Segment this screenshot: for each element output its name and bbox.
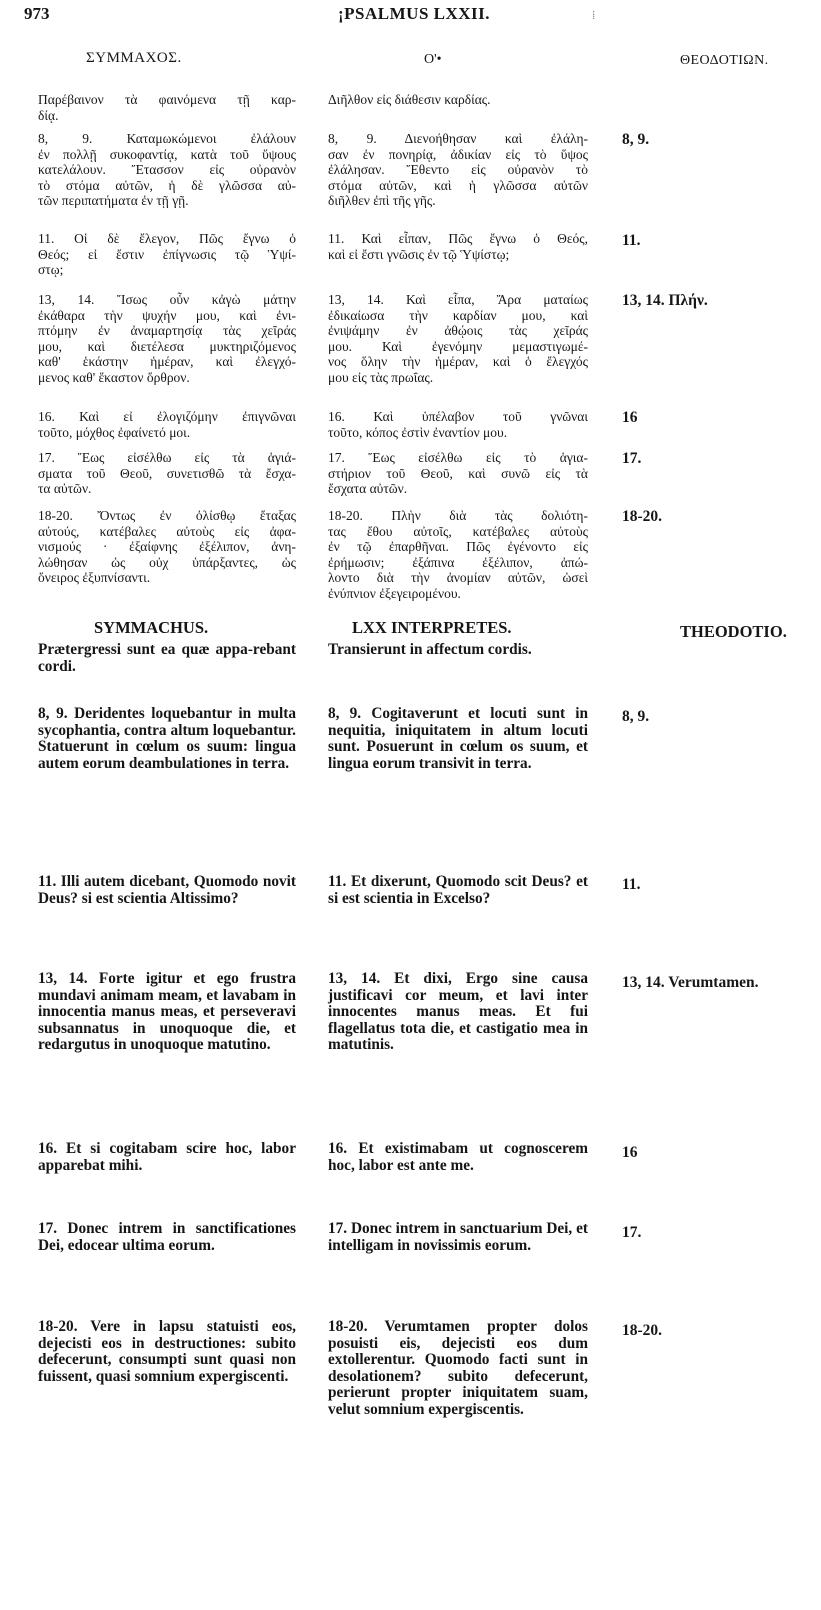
text-line: καθ' ἑκάστην ἡμέραν, καὶ ἐλεγχό-	[38, 354, 296, 369]
greek-sym-block-5	[38, 450, 296, 497]
text-line: διῆλθεν ἐπὶ τῆς γῆς.	[328, 193, 436, 208]
greek-theo-verse-2: 11.	[622, 232, 641, 249]
text-line: τὸ στόμα αὐτῶν, ἡ δὲ γλῶσσα αὐ-	[38, 177, 296, 193]
text-line: μου, καὶ διετέλεσα μυκτηριζόμενος	[38, 338, 296, 354]
latin-theo-verse-4: 16	[622, 1144, 638, 1161]
text-line: μου εἰς τὰς πρωΐας.	[328, 369, 434, 385]
text-line: ὄνειρος ἐξυπνίσαντι.	[38, 570, 151, 585]
greek-lxx-block-6	[328, 508, 588, 601]
latin-sym-block-2: 11. Illi autem dicebant, Quomodo novit Deus? si est scientia Altissimo?	[38, 873, 296, 907]
text-line: ἐρήμωσιν; ἐξάπινα ἐξέλιπον, ἀπώ-	[328, 554, 588, 570]
greek-heading-theodotion: ΘΕΟΔΟΤΙΩΝ.	[680, 53, 769, 68]
text-line: 11. Καὶ εἶπαν, Πῶς ἔγνω ὁ Θεός,	[328, 231, 588, 246]
greek-sym-block-2	[38, 231, 296, 278]
text-line: ἐν πολλῇ συκοφαντίᾳ, κατὰ τοῦ ὕψους	[38, 146, 296, 162]
latin-sym-block-0: Prætergressi sunt ea quæ appa-rebant cordi.	[38, 641, 296, 675]
text-line: στῳ;	[38, 262, 64, 277]
latin-lxx-block-6: 18-20. Verumtamen propter dolos posuisti eis, dejecisti eos dum extollerentur. Quomodo facti sunt in desolationem? subito defecerunt, perierunt propter iniquitatem suam, velut somnium expergiscentis.	[328, 1318, 588, 1418]
latin-theo-verse-5: 17.	[622, 1224, 642, 1241]
text-line: 18-20. Ὄντως ἐν ὀλίσθῳ ἔταξας	[38, 508, 296, 523]
text-line: λοντο διὰ τὴν ἀνομίαν αὐτῶν, ὡσεὶ	[328, 570, 588, 585]
greek-theo-verse-5: 17.	[622, 450, 642, 467]
latin-lxx-block-1: 8, 9. Cogitaverunt et locuti sunt in nequitia, iniquitatem in altum locuti sunt. Posuerunt in cœlum os suum, et lingua eorum transivit in terra.	[328, 705, 588, 772]
latin-theo-verse-6: 18-20.	[622, 1322, 663, 1339]
text-line: τῶν περιπατήματα ἐν τῇ γῇ.	[38, 193, 189, 208]
text-line: ἐνιψάμην ἐν ἀθῴοις τὰς χεῖράς	[328, 323, 588, 338]
text-line: ἐνύπνιον ἐξεγειρομένου.	[328, 585, 461, 601]
greek-lxx-block-4	[328, 409, 588, 440]
text-line: 13, 14. Ἴσως οὖν κἀγὼ μάτην	[38, 292, 296, 307]
greek-theo-verse-6: 18-20.	[622, 508, 663, 525]
text-line: αὐτούς, κατέβαλες αὐτοὺς εἰς ἀφα-	[38, 523, 296, 539]
greek-sym-block-3	[38, 292, 296, 385]
text-line: 17. Ἕως εἰσέλθω εἰς τὰ ἁγιά-	[38, 450, 296, 465]
latin-sym-block-3: 13, 14. Forte igitur et ego frustra mundavi animam meam, et lavabam in innocentia manus meas, et perseveravi subsannatus in unoquoque die, et redargutus in unoquoque matutino.	[38, 970, 296, 1053]
text-line: ἔσχατα αὐτῶν.	[328, 481, 408, 496]
text-line: πτόμην ἐν ἀναμαρτησίᾳ τὰς χεῖράς	[38, 323, 296, 338]
text-line: Παρέβαινον τὰ φαινόμενα τῇ καρ-	[38, 92, 296, 107]
text-line: στόμα αὐτῶν, καὶ ἡ γλῶσσα αὐτῶν	[328, 177, 588, 193]
latin-sym-block-4: 16. Et si cogitabam scire hoc, labor apparebat mihi.	[38, 1140, 296, 1174]
text-line: ἐδικαίωσα τὴν καρδίαν μου, καὶ	[328, 307, 588, 323]
latin-lxx-block-3: 13, 14. Et dixi, Ergo sine causa justificavi cor meum, et lavi inter innocentes manus meas. Et fui flagellatus tota die, et castigatio mea in matutinis.	[328, 970, 588, 1053]
text-line: ἐλάλησαν. Ἔθεντο εἰς οὐρανὸν τὸ	[328, 162, 588, 177]
text-line: 11. Οἱ δὲ ἔλεγον, Πῶς ἔγνω ὁ	[38, 231, 296, 246]
greek-theo-verse-1: 8, 9.	[622, 131, 650, 148]
page-mark: ⁞	[592, 8, 596, 22]
greek-lxx-block-2	[328, 231, 588, 262]
latin-sym-block-5: 17. Donec intrem in sanctificationes Dei, edocear ultima eorum.	[38, 1220, 296, 1254]
running-title: ¡PSALMUS LXXII.	[338, 4, 491, 23]
text-line: σματα τοῦ Θεοῦ, συνετισθῶ τὰ ἔσχα-	[38, 465, 296, 481]
text-line: μου. Καὶ ἐγενόμην μεμαστιγωμέ-	[328, 338, 588, 354]
latin-lxx-block-5: 17. Donec intrem in sanctuarium Dei, et intelligam in novissimis eorum.	[328, 1220, 588, 1254]
text-line: 8, 9. Διενοήθησαν καὶ ἐλάλη-	[328, 131, 588, 146]
text-line: δίᾳ.	[38, 107, 59, 123]
text-line: Θεός; εἰ ἔστιν ἐπίγνωσις τῷ Ὑψί-	[38, 246, 296, 262]
text-line: σαν ἐν πονηρίᾳ, ἀδικίαν εἰς τὸ ὕψος	[328, 146, 588, 162]
text-line: νισμούς · ἐξαίφνης ἐξέλιπον, ἀνη-	[38, 539, 296, 554]
text-line: τοῦτο, μόχθος ἐφαίνετό μοι.	[38, 424, 191, 440]
latin-lxx-block-2: 11. Et dixerunt, Quomodo scit Deus? et si est scientia in Excelso?	[328, 873, 588, 907]
greek-lxx-block-3	[328, 292, 588, 385]
greek-lxx-block-5	[328, 450, 588, 497]
greek-heading-septuagint: Ο'•	[424, 52, 442, 67]
greek-lxx-block-0	[328, 92, 588, 108]
text-line: 18-20. Πλὴν διὰ τὰς δολιότη-	[328, 508, 588, 523]
text-line: τας ἔθου αὐτοῖς, κατέβαλες αὐτοὺς	[328, 523, 588, 539]
latin-sym-block-6: 18-20. Vere in lapsu statuisti eos, dejecisti eos in destructiones: subito defecerunt, consumpti sunt quasi non fuissent, quasi somnium expergiscenti.	[38, 1318, 296, 1385]
text-line: ἐν τῷ ἐπαρθῆναι. Πῶς ἐγένοντο εἰς	[328, 539, 588, 554]
text-line: ἐκάθαρα τὴν ψυχήν μου, καὶ ἐνι-	[38, 307, 296, 323]
latin-theo-verse-2: 11.	[622, 876, 641, 893]
latin-heading-symmachus: SYMMACHUS.	[94, 618, 209, 637]
greek-heading-symmachus: ΣΥΜΜΑΧΟΣ.	[86, 50, 182, 66]
text-line: 16. Καὶ ὑπέλαβον τοῦ γνῶναι	[328, 409, 588, 424]
latin-heading-septuagint: LXX INTERPRETES.	[352, 618, 512, 637]
text-line: τα αὐτῶν.	[38, 481, 92, 496]
text-line: κατελάλουν. Ἔτασσον εἰς οὐρανὸν	[38, 162, 296, 177]
text-line: τοῦτο, κόπος ἐστὶν ἐναντίον μου.	[328, 424, 508, 440]
latin-sym-block-1: 8, 9. Deridentes loquebantur in multa sycophantia, contra altum loquebantur. Statuerunt in cœlum os suum: lingua autem eorum deambulationes in terra.	[38, 705, 296, 772]
greek-sym-block-1	[38, 131, 296, 209]
text-line: καὶ εἰ ἔστι γνῶσις ἐν τῷ Ὑψίστῳ;	[328, 246, 510, 262]
latin-heading-theodotion: THEODOTIO.	[680, 622, 787, 641]
latin-theo-verse-1: 8, 9.	[622, 708, 650, 725]
greek-sym-block-6	[38, 508, 296, 586]
greek-sym-block-0	[38, 92, 296, 123]
text-line: λώθησαν ὡς οὐχ ὑπάρξαντες, ὡς	[38, 554, 296, 570]
greek-theo-verse-3: 13, 14. Πλήν.	[622, 292, 708, 309]
text-line: 16. Καὶ εἰ ἐλογιζόμην ἐπιγνῶναι	[38, 409, 296, 424]
greek-lxx-block-1	[328, 131, 588, 209]
latin-theo-verse-3: 13, 14. Verumtamen.	[622, 974, 759, 991]
text-line: στήριον τοῦ Θεοῦ, καὶ συνῶ εἰς τὰ	[328, 465, 588, 481]
text-line: 13, 14. Καὶ εἶπα, Ἄρα ματαίως	[328, 292, 588, 307]
text-line: 17. Ἕως εἰσέλθω εἰς τὸ ἁγια-	[328, 450, 588, 465]
greek-theo-verse-4: 16	[622, 409, 638, 426]
text-line: Διῆλθον εἰς διάθεσιν καρδίας.	[328, 92, 491, 107]
greek-sym-block-4	[38, 409, 296, 440]
text-line: 8, 9. Καταμωκώμενοι ἐλάλουν	[38, 131, 296, 146]
page-number: 973	[24, 4, 50, 23]
text-line: μενος καθ' ἕκαστον ὄρθρον.	[38, 369, 190, 385]
latin-lxx-block-4: 16. Et existimabam ut cognoscerem hoc, labor est ante me.	[328, 1140, 588, 1174]
text-line: νος ὅλην τὴν ἡμέραν, καὶ ὁ ἔλεγχός	[328, 354, 588, 369]
latin-lxx-block-0: Transierunt in affectum cordis.	[328, 641, 532, 658]
